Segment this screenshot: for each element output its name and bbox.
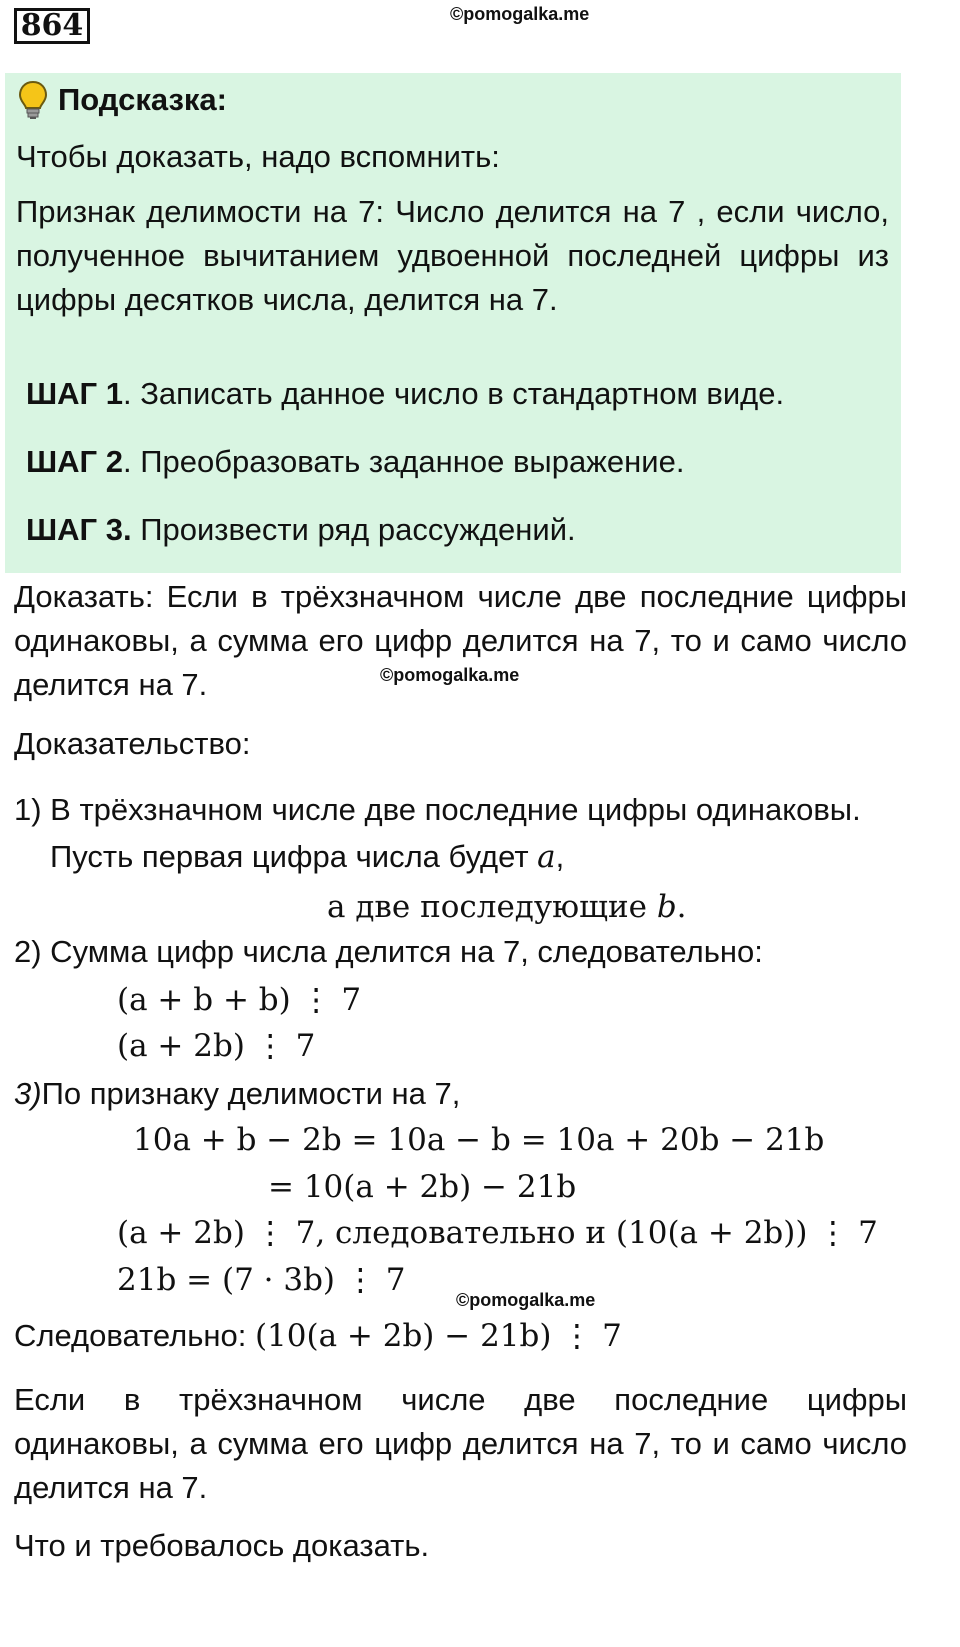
watermark-top: ©pomogalka.me (450, 4, 590, 24)
statement-line-1: Доказать: Если в трёхзначном числе две последние цифры (14, 579, 907, 614)
proof-step-3-expr-1: 10a + b − 2b = 10a − b = 10a + 20b − 21b (133, 1122, 825, 1158)
hint-step-3: ШАГ 3. Произвести ряд рассуждений. (26, 512, 576, 547)
hint-step-1: ШАГ 1. Записать данное число в стандартном виде. (26, 376, 785, 411)
hint-step-2: ШАГ 2. Преобразовать заданное выражение. (26, 444, 685, 479)
conclusion-text-line-1: Если в трёхзначном числе две последние цифры (14, 1382, 907, 1417)
conclusion-text-line-2: одинаковы, а сумма его цифр делится на 7, то и само число (14, 1426, 907, 1461)
proof-step-2-expr-1: (a + b + b) ⋮ 7 (117, 982, 362, 1018)
proof-step-3-expr-2: = 10(a + 2b) − 21b (268, 1169, 577, 1205)
lightbulb-icon (18, 80, 48, 120)
proof-step-3-expr-4: 21b = (7 · 3b) ⋮ 7 (117, 1262, 406, 1298)
hint-title: Подсказка: (58, 82, 227, 117)
hint-rule-line-3: цифры десятков числа, делится на 7. (16, 282, 558, 317)
statement-line-2: одинаковы, а сумма его цифр делится на 7, то и само число (14, 623, 907, 658)
proof-step-2-line: 2) Сумма цифр числа делится на 7, следовательно: (14, 934, 763, 969)
hint-rule-line-2: полученное вычитанием удвоенной последней цифры из (16, 238, 889, 273)
hint-intro: Чтобы доказать, надо вспомнить: (16, 139, 500, 174)
proof-step-1-line-1: 1) В трёхзначном числе две последние цифры одинаковы. (14, 792, 861, 827)
proof-step-1-line-2: Пусть первая цифра числа будет a, (50, 839, 565, 875)
proof-step-2-expr-2: (a + 2b) ⋮ 7 (117, 1028, 316, 1064)
conclusion-line: Следовательно: (10(a + 2b) − 21b) ⋮ 7 (14, 1318, 622, 1354)
watermark-bottom: ©pomogalka.me (456, 1290, 596, 1310)
conclusion-text-line-3: делится на 7. (14, 1470, 208, 1505)
proof-title: Доказательство: (14, 726, 251, 761)
proof-step-3-line: 3)По признаку делимости на 7, (14, 1076, 461, 1111)
final-line: Что и требовалось доказать. (14, 1528, 430, 1563)
statement-line-3: делится на 7. (14, 667, 208, 702)
watermark-middle: ©pomogalka.me (380, 665, 520, 685)
proof-step-1-line-3: а две последующие b. (327, 889, 687, 925)
task-number: 864 (14, 8, 90, 44)
hint-rule-line-1: Признак делимости на 7: Число делится на 7 , если число, (16, 194, 889, 229)
proof-step-3-expr-3: (a + 2b) ⋮ 7, следовательно и (10(a + 2b)) ⋮ 7 (117, 1215, 878, 1251)
